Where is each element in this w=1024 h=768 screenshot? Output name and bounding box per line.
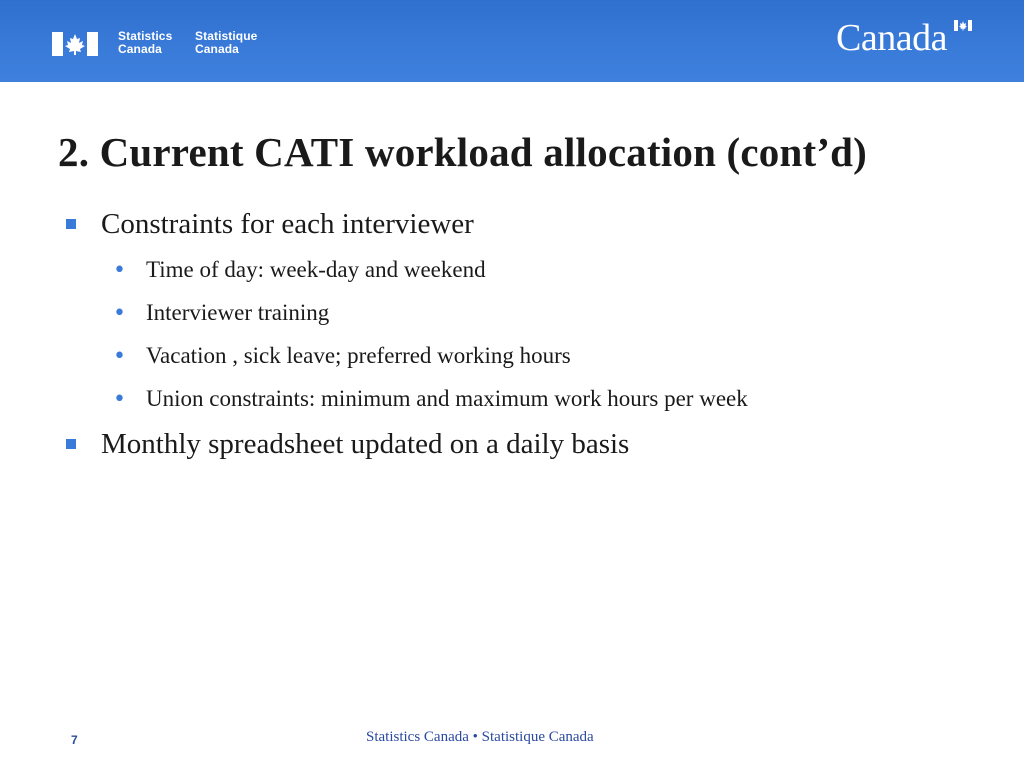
footer-text: Statistics Canada • Statistique Canada (366, 729, 594, 745)
wordmark-flag-icon (954, 20, 972, 31)
canada-wordmark: Canada (836, 17, 947, 59)
sub-bullet-time-of-day: Time of day: week-day and weekend (146, 257, 486, 282)
agency-fr-line1: Statistique (195, 29, 258, 43)
square-bullet-icon (66, 439, 76, 449)
agency-name-french (195, 30, 257, 56)
sub-bullet-training: Interviewer training (146, 300, 330, 325)
dot-bullet-icon: • (113, 301, 126, 326)
bullet-spreadsheet: Monthly spreadsheet updated on a daily basis (101, 428, 630, 460)
slide-title: 2. Current CATI workload allocation (cont’d) (58, 129, 868, 175)
agency-en-line2: Canada (118, 42, 162, 56)
dot-bullet-icon: • (113, 258, 126, 283)
agency-name-english (118, 30, 172, 56)
canada-flag-icon (52, 32, 98, 56)
agency-en-line1: Statistics (118, 29, 173, 43)
dot-bullet-icon: • (113, 387, 126, 412)
page-number: 7 (71, 733, 78, 747)
dot-bullet-icon: • (113, 344, 126, 369)
sub-bullet-vacation: Vacation , sick leave; preferred working hours (146, 343, 571, 368)
square-bullet-icon (66, 219, 76, 229)
sub-bullet-union: Union constraints: minimum and maximum work hours per week (146, 386, 748, 411)
agency-fr-line2: Canada (195, 42, 239, 56)
bullet-constraints: Constraints for each interviewer (101, 208, 474, 240)
header-banner (0, 0, 1024, 82)
